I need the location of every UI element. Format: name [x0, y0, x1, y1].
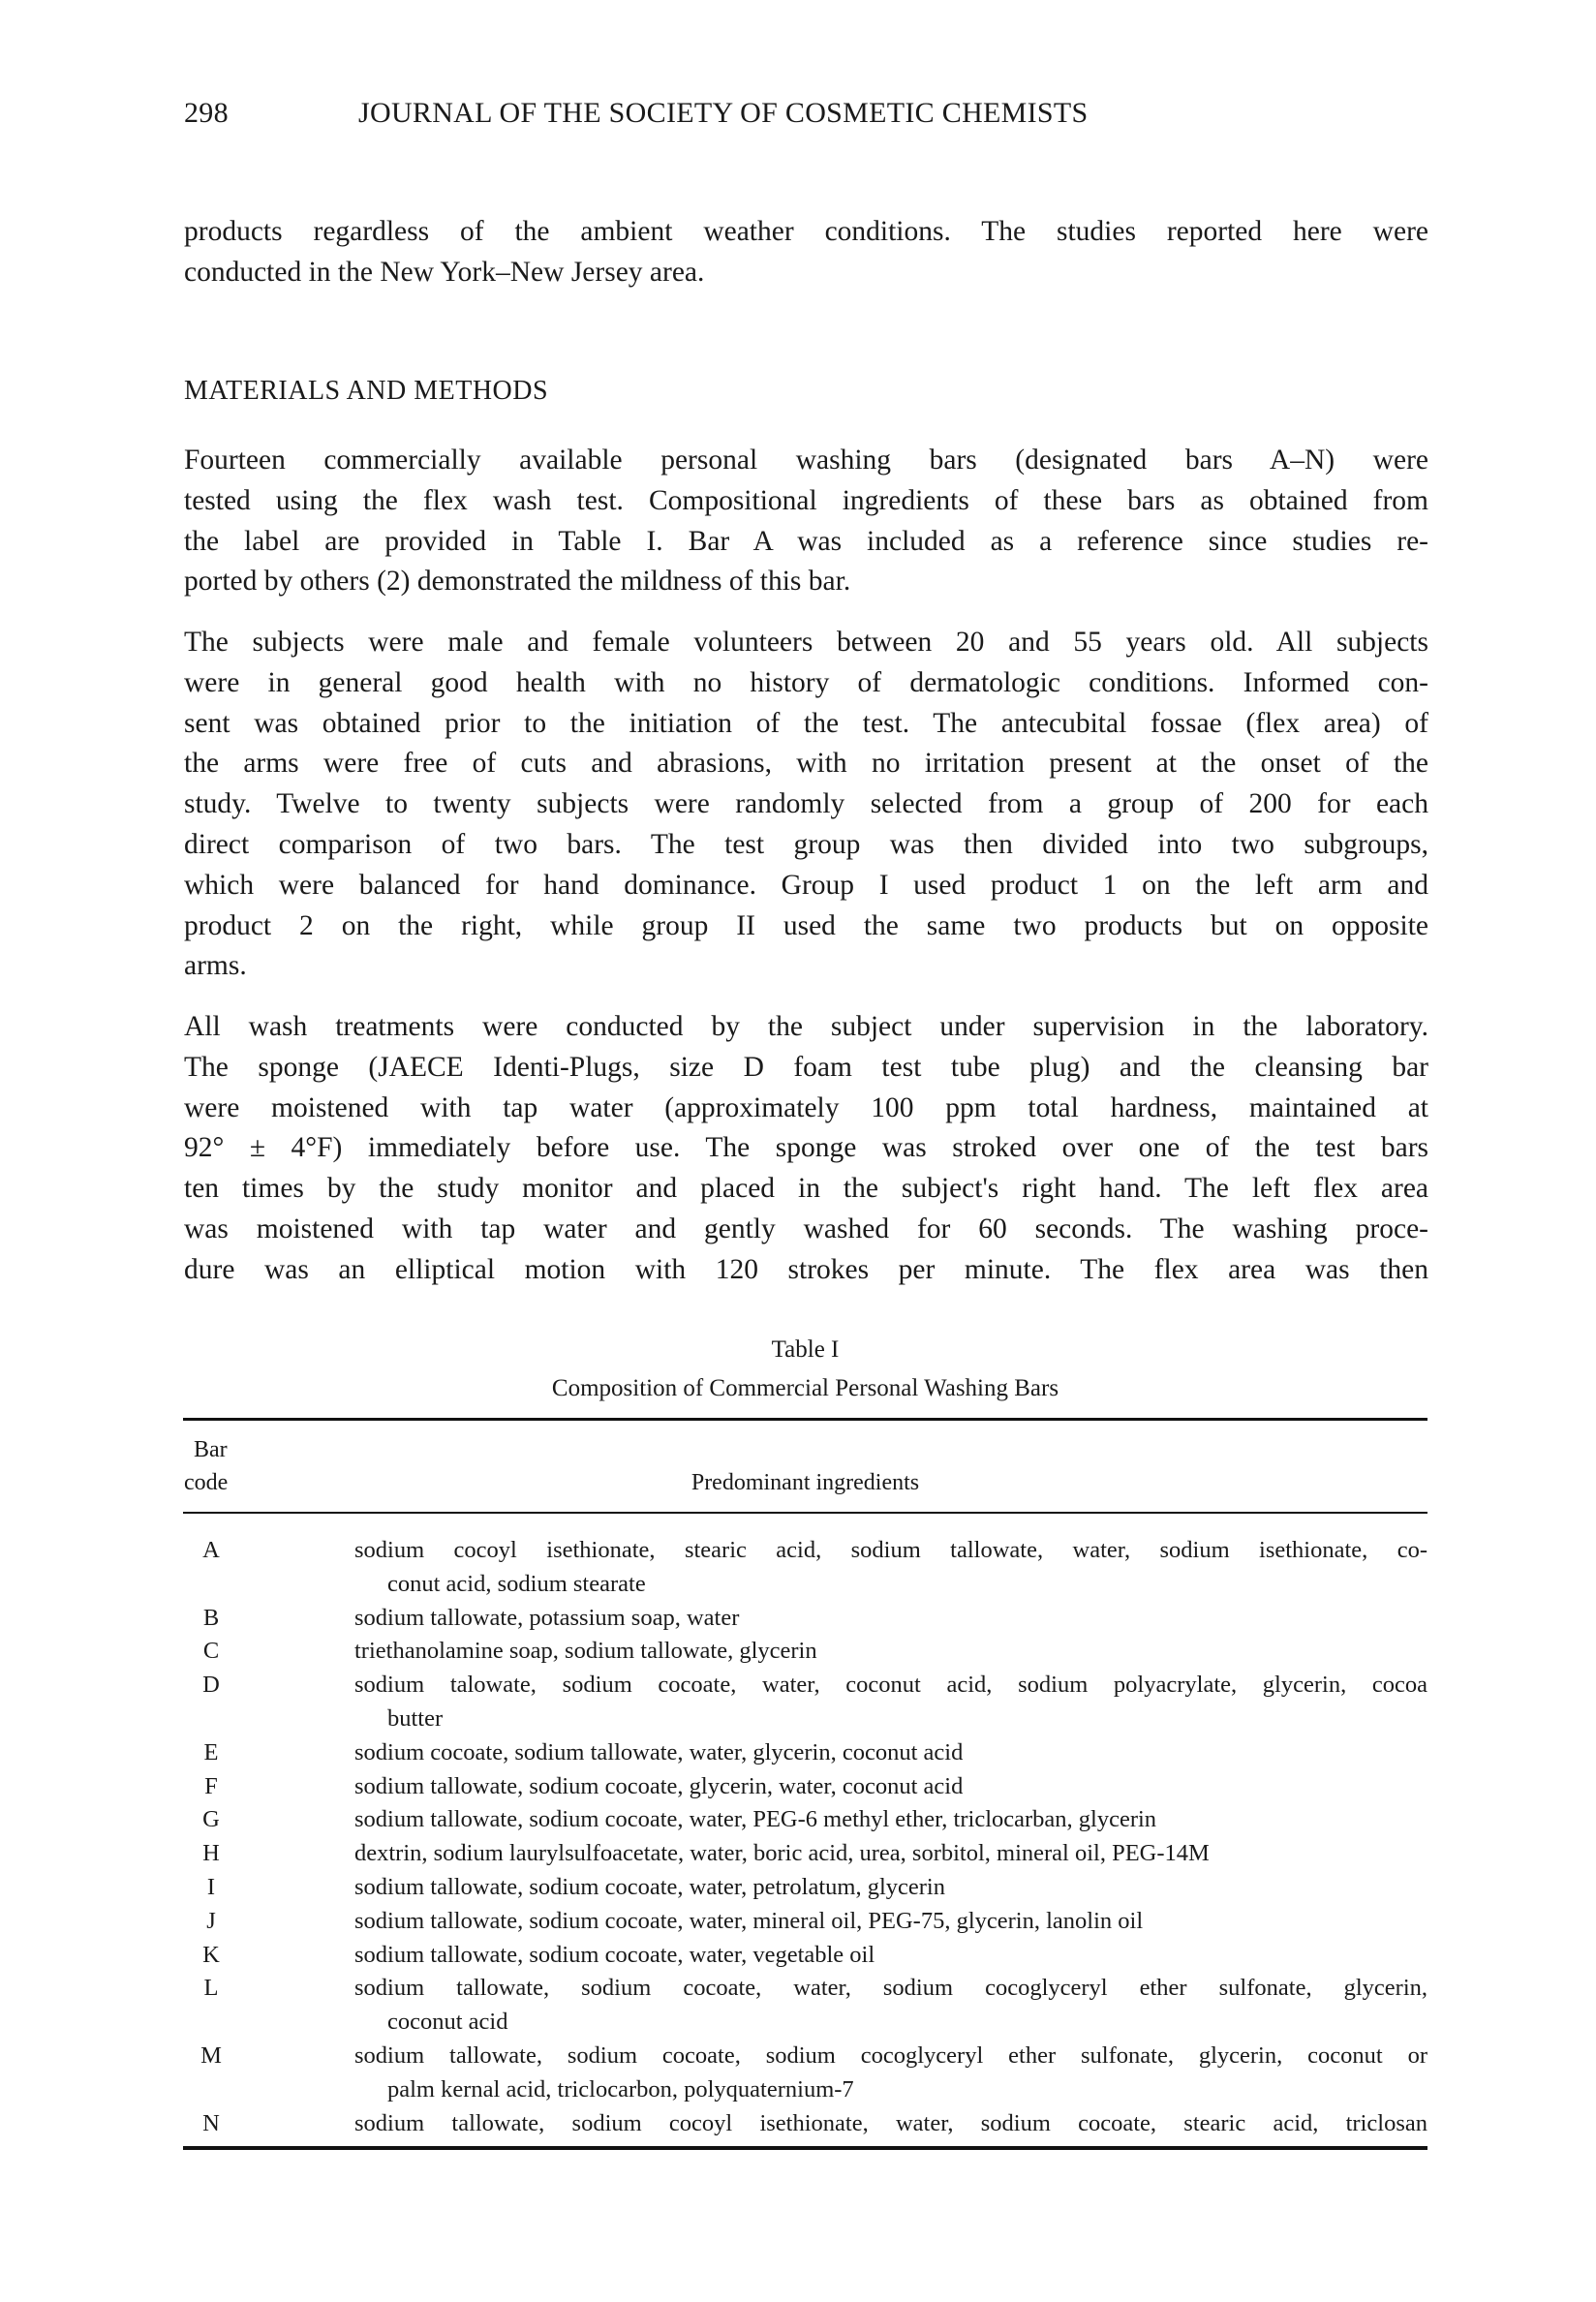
- table-row: [183, 1803, 1427, 1837]
- table-row: [183, 1669, 1427, 1736]
- bar-code: J: [206, 1907, 216, 1934]
- text-line: dure was an elliptical motion with 120 strokes per minute. The flex area was then: [184, 1253, 1428, 1285]
- ingredients-line: sodium tallowate, sodium cocoate, water, sodium cocoglyceryl ether sulfonate, glycerin,: [354, 1975, 1427, 2002]
- ingredients-line: sodium tallowate, sodium cocoate, water, vegetable oil: [354, 1941, 875, 1968]
- table-top-rule: [183, 1418, 1427, 1421]
- text-line: the arms were free of cuts and abrasions, with no irritation present at the onset of the: [184, 748, 1428, 780]
- ingredients-cell: [354, 1635, 1427, 1669]
- table-row: [183, 1635, 1427, 1669]
- ingredients-cell: [354, 1770, 1427, 1804]
- table-row: [183, 1871, 1427, 1905]
- text-line: tested using the flex wash test. Compositional ingredients of these bars as obtained from: [184, 484, 1428, 516]
- ingredients-line: sodium tallowate, sodium cocoate, sodium cocoglyceryl ether sulfonate, glycerin, coconut or: [354, 2041, 1427, 2069]
- table-row: [183, 1972, 1427, 2040]
- ingredients-cell: [354, 1837, 1427, 1871]
- bar-code: F: [204, 1772, 218, 1799]
- page-number: 298: [184, 97, 229, 129]
- text-line: which were balanced for hand dominance. Group I used product 1 on the left arm and: [184, 869, 1428, 901]
- ingredients-line: sodium tallowate, sodium cocoyl isethionate, water, sodium cocoate, stearic acid, triclosan: [354, 2109, 1427, 2136]
- bar-code: K: [202, 1941, 220, 1968]
- ingredients-line: coconut acid: [387, 2009, 508, 2036]
- text-line: products regardless of the ambient weather conditions. The studies reported here were: [184, 216, 1428, 247]
- ingredients-cell: [354, 1534, 1427, 1602]
- ingredients-line: palm kernal acid, triclocarbon, polyquaternium-7: [387, 2075, 854, 2102]
- table-row: [183, 1905, 1427, 1939]
- ingredients-cell: [354, 1602, 1427, 1636]
- ingredients-cell: [354, 1736, 1427, 1770]
- ingredients-line: sodium talowate, sodium cocoate, water, coconut acid, sodium polyacrylate, glycerin, cocoa: [354, 1672, 1427, 1699]
- table-body: [183, 1534, 1427, 2140]
- table-title: Table I: [771, 1336, 840, 1363]
- col-header-bar: Bar: [194, 1437, 228, 1462]
- table-row: [183, 1837, 1427, 1871]
- ingredients-cell: [354, 1972, 1427, 2040]
- ingredients-cell: [354, 2107, 1427, 2141]
- ingredients-line: triethanolamine soap, sodium tallowate, glycerin: [354, 1638, 817, 1665]
- paragraph-materials: [184, 441, 1428, 602]
- text-line: All wash treatments were conducted by the subject under supervision in the laboratory.: [184, 1011, 1428, 1042]
- text-line: were moistened with tap water (approximately 100 ppm total hardness, maintained at: [184, 1091, 1428, 1123]
- ingredients-line: sodium cocoyl isethionate, stearic acid, sodium tallowate, water, sodium isethionate, co-: [354, 1537, 1427, 1563]
- table-row: [183, 1602, 1427, 1636]
- text-line: sent was obtained prior to the initiation of the test. The antecubital fossae (flex area) of: [184, 707, 1428, 739]
- bar-code: I: [206, 1873, 216, 1900]
- table-row: [183, 1939, 1427, 1973]
- bar-code: H: [202, 1840, 220, 1867]
- ingredients-line: dextrin, sodium laurylsulfoacetate, water, boric acid, urea, sorbitol, mineral oil, PEG-14M: [354, 1840, 1210, 1867]
- bar-code: M: [200, 2041, 222, 2069]
- table-row: [183, 2040, 1427, 2107]
- bar-code: L: [203, 1975, 219, 2002]
- bar-code: B: [202, 1604, 220, 1631]
- ingredients-line: sodium tallowate, sodium cocoate, water, petrolatum, glycerin: [354, 1873, 945, 1900]
- table-header-rule: [183, 1512, 1427, 1514]
- text-line: 92° ± 4°F) immediately before use. The sponge was stroked over one of the test bars: [184, 1132, 1428, 1164]
- ingredients-line: sodium tallowate, sodium cocoate, water, PEG-6 methyl ether, triclocarban, glycerin: [354, 1806, 1157, 1833]
- text-line: The sponge (JAECE Identi-Plugs, size D foam test tube plug) and the cleansing bar: [184, 1051, 1428, 1083]
- paragraph-wash-treatments: [184, 1007, 1428, 1291]
- ingredients-line: sodium tallowate, sodium cocoate, glycerin, water, coconut acid: [354, 1772, 964, 1799]
- text-line: direct comparison of two bars. The test group was then divided into two subgroups,: [184, 828, 1428, 860]
- ingredients-cell: [354, 2040, 1427, 2107]
- text-line: product 2 on the right, while group II used the same two products but on opposite: [184, 909, 1428, 941]
- bar-code: C: [202, 1638, 220, 1665]
- text-line: were in general good health with no history of dermatologic conditions. Informed con-: [184, 666, 1428, 698]
- bar-code: G: [202, 1806, 220, 1833]
- text-line: ten times by the study monitor and placed in the subject's right hand. The left flex area: [184, 1173, 1428, 1205]
- text-line: was moistened with tap water and gently washed for 60 seconds. The washing proce-: [184, 1212, 1428, 1244]
- text-line: Fourteen commercially available personal washing bars (designated bars A–N) were: [184, 445, 1428, 476]
- ingredients-cell: [354, 1905, 1427, 1939]
- col-header-code: code: [184, 1470, 229, 1495]
- ingredients-line: conut acid, sodium stearate: [387, 1570, 646, 1597]
- journal-title: JOURNAL OF THE SOCIETY OF COSMETIC CHEMISTS: [358, 97, 1089, 129]
- ingredients-cell: [354, 1939, 1427, 1973]
- ingredients-cell: [354, 1871, 1427, 1905]
- bar-code: N: [202, 2109, 220, 2136]
- text-line: conducted in the New York–New Jersey area.: [184, 256, 705, 288]
- ingredients-cell: [354, 1669, 1427, 1736]
- text-line: arms.: [184, 950, 247, 982]
- ingredients-line: sodium tallowate, sodium cocoate, water, mineral oil, PEG-75, glycerin, lanolin oil: [354, 1907, 1144, 1934]
- ingredients-line: sodium tallowate, potassium soap, water: [354, 1604, 740, 1631]
- section-heading: MATERIALS AND METHODS: [184, 376, 549, 406]
- bar-code: E: [203, 1738, 219, 1765]
- bar-code: D: [202, 1672, 220, 1699]
- bar-code: A: [202, 1537, 220, 1563]
- table-caption: Composition of Commercial Personal Washing Bars: [551, 1375, 1059, 1401]
- col-header-ingredients: Predominant ingredients: [691, 1470, 920, 1495]
- text-line: study. Twelve to twenty subjects were randomly selected from a group of 200 for each: [184, 788, 1428, 820]
- table-bottom-rule: [183, 2146, 1427, 2150]
- table-row: [183, 1736, 1427, 1770]
- paragraph-intro-end: [184, 212, 1428, 293]
- ingredients-cell: [354, 1803, 1427, 1837]
- table-row: [183, 1534, 1427, 1602]
- text-line: ported by others (2) demonstrated the mildness of this bar.: [184, 566, 851, 598]
- table-row: [183, 2107, 1427, 2141]
- paragraph-subjects: [184, 623, 1428, 987]
- text-line: The subjects were male and female volunteers between 20 and 55 years old. All subjects: [184, 627, 1428, 658]
- text-line: the label are provided in Table I. Bar A was included as a reference since studies re-: [184, 525, 1428, 557]
- ingredients-line: sodium cocoate, sodium tallowate, water, glycerin, coconut acid: [354, 1738, 964, 1765]
- table-row: [183, 1770, 1427, 1804]
- ingredients-line: butter: [387, 1704, 444, 1732]
